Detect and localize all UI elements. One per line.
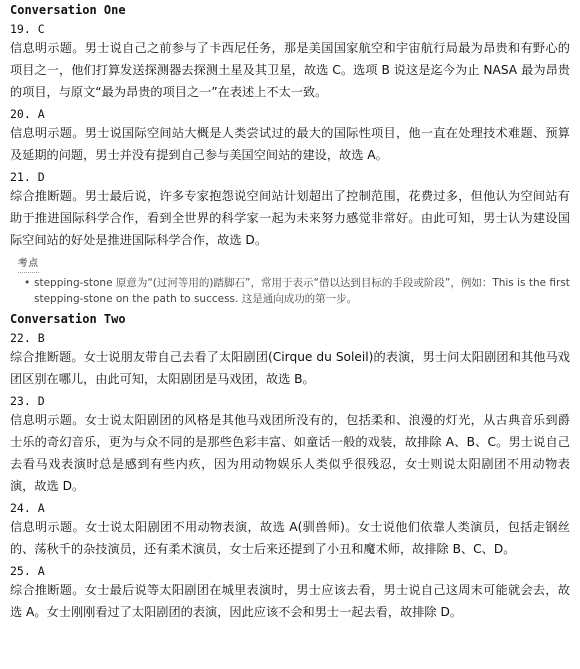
- question-number-21: 21. D: [10, 170, 45, 184]
- explanation-20: 信息明示题。男士说国际空间站大概是人类尝试过的最大的国际性项目，他一直在处理技术难题、预算及延期的问题，男士并没有提到自己参与美国空间站的建设，故选 A。: [10, 126, 570, 162]
- key-point-label: 考点: [18, 256, 39, 273]
- section-title-conversation-two: Conversation Two: [10, 312, 126, 326]
- question-number-19: 19. C: [10, 22, 45, 36]
- explanation-21: 综合推断题。男士最后说，许多专家抱怨说空间站计划超出了控制范围，花费过多，但他认为空间站有助于推进国际科学合作，看到全世界的科学家一起为未来努力感觉非常好。由此可知，男士认为建设国际空间站的好处是推进国际科学合作，故选 D。: [10, 189, 570, 247]
- key-point-box: [18, 255, 570, 307]
- explanation-22: 综合推断题。女士说朋友带自己去看了太阳剧团(Cirque du Soleil)的表演，男士问太阳剧团和其他马戏团区别在哪儿，由此可知，太阳剧团是马戏团，故选 B。: [10, 350, 570, 386]
- key-point-text: • stepping-stone 原意为“(过河等用的)踏脚石”，常用于表示“借以达到目标的手段或阶段”，例如：This is the first stepping-stone on the path to success. 这是通向成功的第一步。: [24, 275, 570, 307]
- section-title-conversation-one: Conversation One: [10, 3, 126, 17]
- explanation-23: 信息明示题。女士说太阳剧团的风格是其他马戏团所没有的，包括柔和、浪漫的灯光，从古典音乐到爵士乐的奇幻音乐，更为与众不同的是那些色彩丰富、如童话一般的戏装，故排除 A、B、C。男士说自己去看马戏表演时总是感到有些内疚，因为用动物娱乐人类似乎很残忍，女士则说太阳剧团不用动物表演，故选 D。: [10, 413, 570, 493]
- explanation-25: 综合推断题。女士最后说等太阳剧团在城里表演时，男士应该去看，男士说自己这周末可能就会去，故选 A。女士刚刚看过了太阳剧团的表演，因此应该不会和男士一起去看，故排除 D。: [10, 583, 570, 619]
- question-number-22: 22. B: [10, 331, 45, 345]
- explanation-19: 信息明示题。男士说自己之前参与了卡西尼任务，那是美国国家航空和宇宙航行局最为昂贵和有野心的项目之一，他们打算发送探测器去探测土星及其卫星，故选 C。选项 B 说这是迄今为止 NASA 最为昂贵的项目，与原文“最为昂贵的项目之一”在表述上不太一致。: [10, 41, 570, 99]
- question-number-23: 23. D: [10, 394, 45, 408]
- question-number-24: 24. A: [10, 501, 45, 515]
- question-number-20: 20. A: [10, 107, 45, 121]
- question-number-25: 25. A: [10, 564, 45, 578]
- explanation-24: 信息明示题。女士说太阳剧团不用动物表演，故选 A(驯兽师)。女士说他们依靠人类演员，包括走钢丝的、荡秋千的杂技演员，还有柔术演员，女士后来还提到了小丑和魔术师，故排除 B、C、D。: [10, 520, 570, 556]
